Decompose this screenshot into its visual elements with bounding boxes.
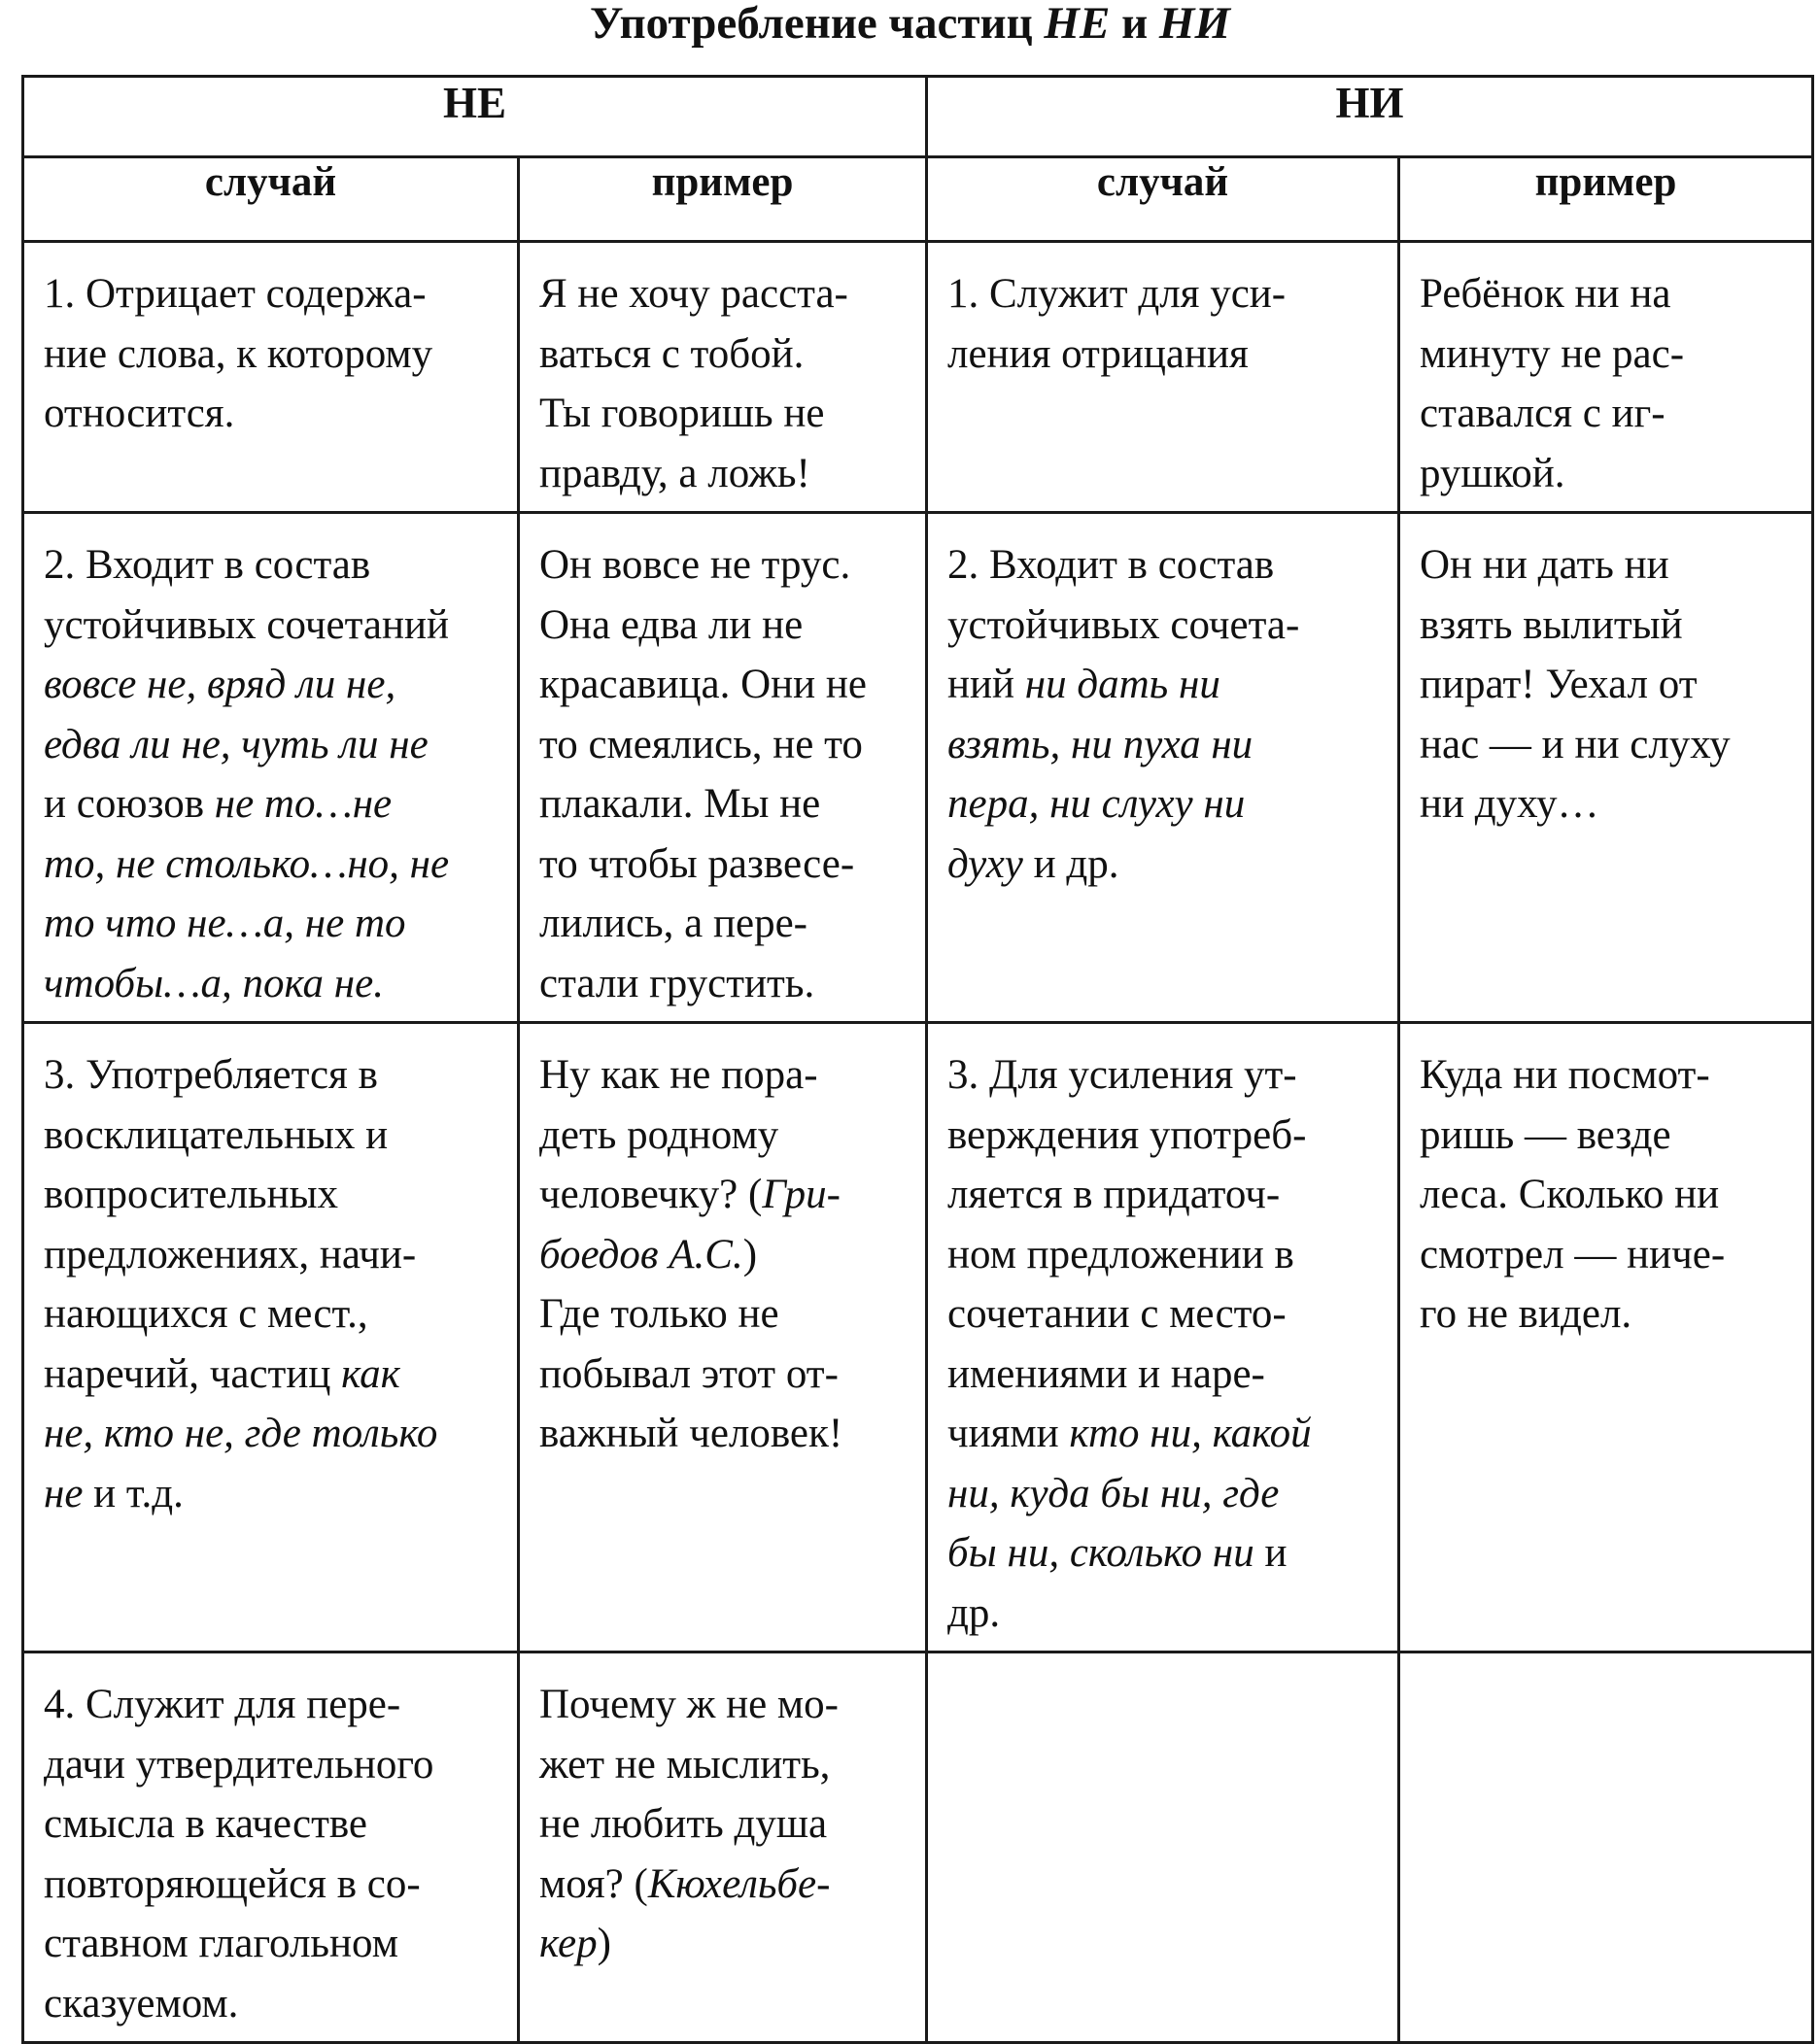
text-run: ) Где только не побывал этот от- важный человек! <box>539 1231 843 1456</box>
ni-example-text <box>1400 243 1811 511</box>
text-run: ) <box>597 1921 611 1966</box>
italic-text-run: Гри- боедов А.С. <box>539 1172 841 1278</box>
ne-case-text <box>24 1653 517 2041</box>
column-header-row <box>23 157 1813 242</box>
text-run: 3. Употребляется в восклицательных и вопросительных предложениях, начи- нающихся с мест., наречий, частиц <box>44 1052 417 1397</box>
ne-case-cell <box>23 513 519 1023</box>
text-run: 1. Отрицает содержа- ние слова, к которому относится. <box>44 271 433 436</box>
ne-case-text <box>24 243 517 452</box>
text-run: 1. Служит для уси- ления отрицания <box>947 271 1287 377</box>
ne-example-text <box>520 1024 925 1472</box>
column-header-ne-example: пример <box>519 157 927 242</box>
ne-example-cell <box>519 513 927 1023</box>
italic-text-run: ни дать ни взять, ни пуха ни пера, ни слуху ни духу <box>947 662 1253 887</box>
title-joiner: и <box>1110 0 1159 49</box>
text-run: Ну как не пора- деть родному человечку? ( <box>539 1052 818 1217</box>
italic-text-run: как не, кто не, где только не <box>44 1350 438 1516</box>
ne-example-text <box>520 514 925 1021</box>
text-run: 2. Входит в состав устойчивых сочетаний <box>44 542 450 648</box>
column-header-ni-example: пример <box>1399 157 1813 242</box>
ne-case-text <box>24 514 517 1021</box>
column-header-ni-case: случай <box>927 157 1399 242</box>
title-prefix: Употребление частиц <box>589 0 1045 49</box>
ni-example-text <box>1400 1024 1811 1352</box>
text-run: и др. <box>947 1530 1288 1636</box>
ni-example-cell <box>1399 1023 1813 1652</box>
title-particle-ni: НИ <box>1158 0 1231 49</box>
text-run: и союзов <box>44 781 205 827</box>
ne-example-cell <box>519 242 927 513</box>
table-row <box>23 1023 1813 1652</box>
ni-example-cell <box>1399 242 1813 513</box>
ne-example-cell <box>519 1652 927 2043</box>
text-run: 4. Служит для пере- дачи утвердительного смысла в качестве повторяющейся в со- ставном глагольном сказуемом. <box>44 1682 434 2027</box>
ni-case-text <box>928 514 1397 902</box>
table-row <box>23 513 1813 1023</box>
particles-table <box>21 75 1814 2044</box>
table-row <box>23 1652 1813 2043</box>
text-run: 2. Входит в состав устойчивых сочета- ний <box>947 542 1300 707</box>
ni-case-cell <box>927 513 1399 1023</box>
text-run: Ребёнок ни на минуту не рас- ставался с иг- рушкой. <box>1420 271 1685 496</box>
group-header-row <box>23 77 1813 157</box>
group-header-ne: НЕ <box>23 77 927 157</box>
ni-case-text <box>928 1024 1397 1651</box>
ne-case-cell <box>23 1023 519 1652</box>
ni-case-text <box>928 1653 1397 1683</box>
text-run: Куда ни посмот- ришь — везде леса. Сколько ни смотрел — ниче- го не видел. <box>1420 1052 1726 1337</box>
ne-case-cell <box>23 242 519 513</box>
ni-example-text <box>1400 514 1811 842</box>
text-run: и др. <box>1022 840 1119 887</box>
ni-case-cell <box>927 1023 1399 1652</box>
italic-text-run: Кюхельбе- кер <box>539 1860 831 1966</box>
text-run: Я не хочу расста- ваться с тобой. Ты говоришь не правду, а ложь! <box>539 271 848 496</box>
text-run: Почему ж не мо- жет не мыслить, не любить душа моя? ( <box>539 1682 839 1907</box>
text-run: и т.д. <box>83 1470 184 1516</box>
ni-example-cell <box>1399 513 1813 1023</box>
ni-example-text <box>1400 1653 1811 1683</box>
ne-example-cell <box>519 1023 927 1652</box>
ne-case-text <box>24 1024 517 1531</box>
ni-case-text <box>928 243 1397 392</box>
ni-case-cell <box>927 242 1399 513</box>
text-run: Он вовсе не трус. Она едва ли не красавица. Они не то смеялись, не то плакали. Мы не то чтобы развесе- лились, а пере- стали грустить. <box>539 542 868 1006</box>
ni-example-cell-empty <box>1399 1652 1813 2043</box>
italic-text-run: не то…не то, не столько…но, не то что не…а, не то чтобы…а, пока не. <box>44 781 450 1006</box>
text-run: 3. Для усиления ут- верждения употреб- ляется в придаточ- ном предложении в сочетании с место- имениями и наре- чиями <box>947 1052 1307 1456</box>
title-particle-ne: НЕ <box>1044 0 1111 49</box>
ne-example-text <box>520 243 925 511</box>
italic-text-run: кто ни, какой ни, куда бы ни, где бы ни, сколько ни <box>947 1411 1312 1576</box>
italic-text-run: вовсе не, вряд ли не, едва ли не, чуть ли не <box>44 662 429 767</box>
column-header-ne-case: случай <box>23 157 519 242</box>
ne-example-text <box>520 1653 925 1982</box>
group-header-ni: НИ <box>927 77 1813 157</box>
page-title <box>0 0 1820 58</box>
text-run: Он ни дать ни взять вылитый пират! Уехал от нас — и ни слуху ни духу… <box>1420 542 1731 827</box>
table-row <box>23 242 1813 513</box>
ne-case-cell <box>23 1652 519 2043</box>
ni-case-cell-empty <box>927 1652 1399 2043</box>
